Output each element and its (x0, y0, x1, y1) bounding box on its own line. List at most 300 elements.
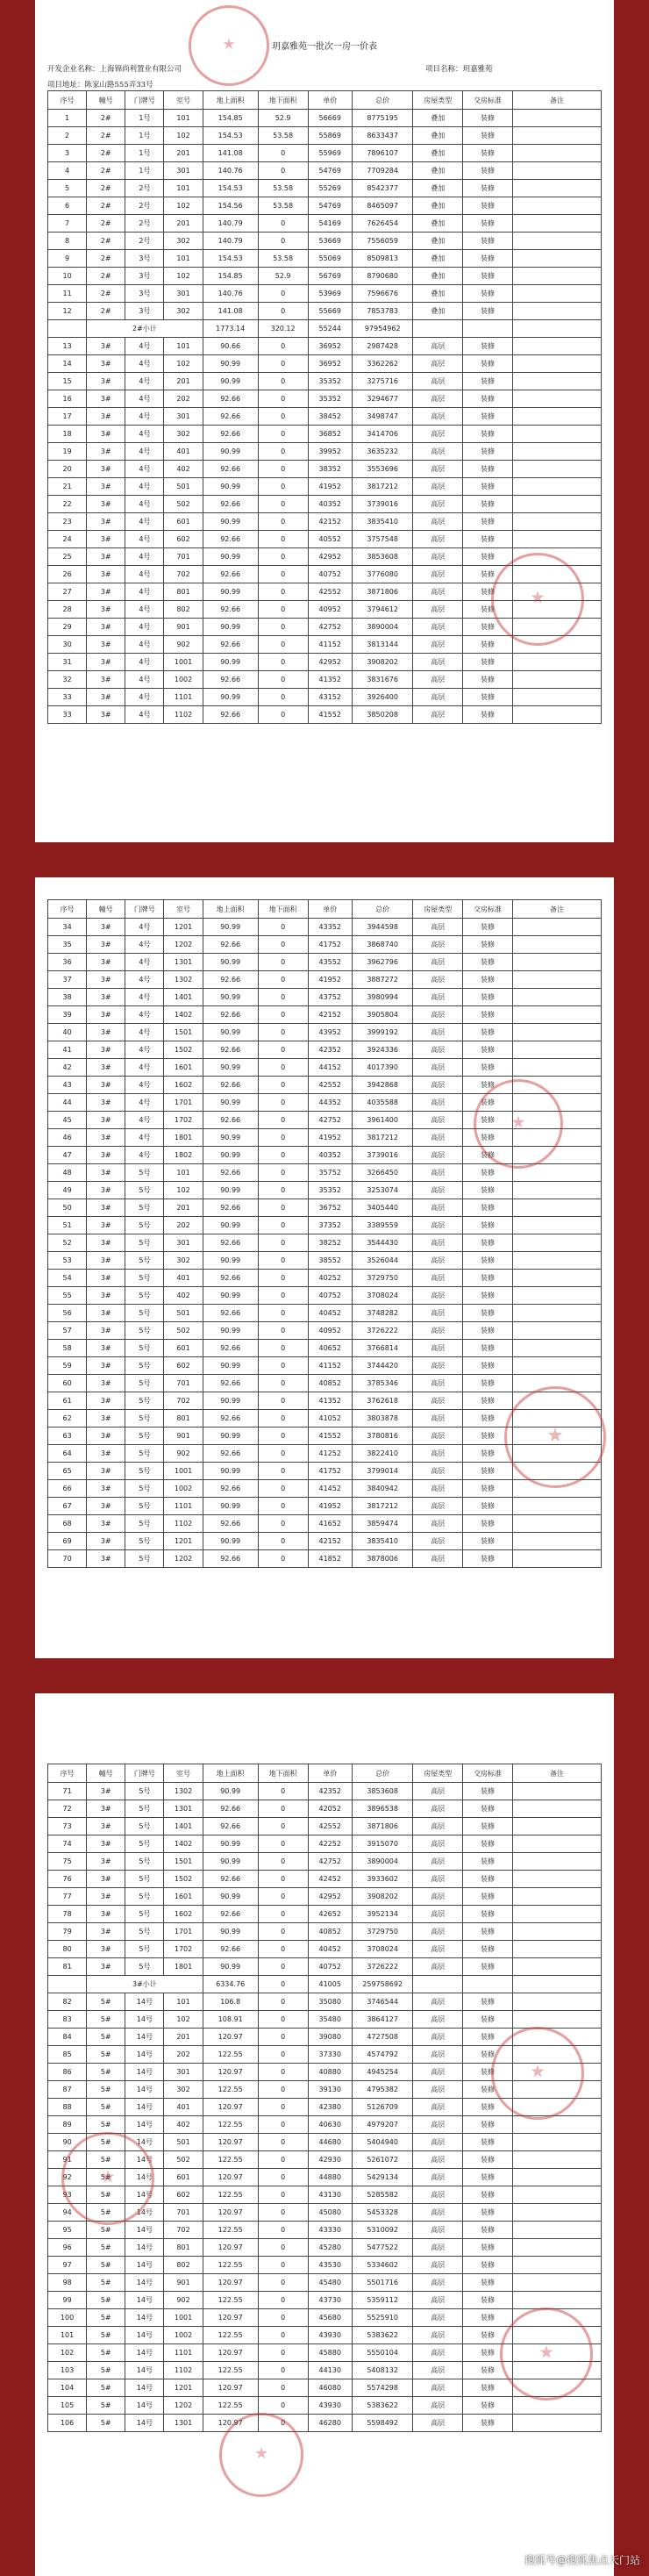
table-cell: 装修 (463, 1129, 513, 1147)
table-row (48, 1958, 602, 1976)
table-cell: 49 (48, 1182, 87, 1199)
table-cell: 3# (87, 971, 125, 989)
company-seal (474, 1079, 563, 1169)
table-cell: 4号 (125, 1112, 164, 1129)
table-cell: 高层 (413, 919, 463, 936)
table-cell: 3266450 (352, 1164, 412, 1182)
table-cell: 0 (258, 1428, 308, 1445)
table-cell (413, 1976, 463, 1993)
table-cell (413, 320, 463, 338)
table-cell (512, 1217, 601, 1234)
column-header: 地下面积 (258, 900, 308, 919)
table-cell: 80 (48, 1941, 87, 1958)
table-cell: 3# (87, 654, 125, 671)
table-cell: 0 (258, 1270, 308, 1287)
table-cell: 4号 (125, 478, 164, 496)
table-cell: 3# (87, 1818, 125, 1835)
table-cell: 3# (87, 1550, 125, 1568)
table-cell: 201 (164, 215, 203, 233)
table-cell: 3729750 (352, 1923, 412, 1941)
table-cell: 3# (87, 443, 125, 461)
table-cell: 高层 (413, 2274, 463, 2292)
table-cell (512, 338, 601, 355)
table-cell: 高层 (413, 1463, 463, 1480)
table-cell: 4号 (125, 919, 164, 936)
table-cell: 4号 (125, 373, 164, 390)
table-cell: 13 (48, 338, 87, 355)
table-cell: 3275716 (352, 373, 412, 390)
table-cell: 装修 (463, 1835, 513, 1853)
table-cell: 高层 (413, 1340, 463, 1357)
table-row (48, 390, 602, 408)
table-cell: 41 (48, 1041, 87, 1059)
table-cell: 501 (164, 1305, 203, 1322)
table-row (48, 936, 602, 954)
table-cell: 3# (87, 373, 125, 390)
table-cell: 83 (48, 2011, 87, 2029)
table-cell: 0 (258, 1199, 308, 1217)
table-cell: 53669 (308, 233, 352, 250)
table-cell: 3762618 (352, 1392, 412, 1410)
table-row (48, 1252, 602, 1270)
table-cell: 90.99 (203, 1923, 258, 1941)
table-cell (512, 303, 601, 320)
table-cell: 120.97 (203, 2415, 258, 2432)
table-row (48, 671, 602, 689)
table-cell: 54769 (308, 197, 352, 215)
table-cell: 1002 (164, 2327, 203, 2344)
table-cell: 0 (258, 1129, 308, 1147)
table-cell (512, 1024, 601, 1041)
table-cell: 3822410 (352, 1445, 412, 1463)
table-cell: 8790680 (352, 268, 412, 285)
table-cell: 装修 (463, 2099, 513, 2116)
table-cell (512, 2239, 601, 2257)
table-cell: 92.66 (203, 1077, 258, 1094)
table-cell: 叠加 (413, 110, 463, 127)
table-row (48, 338, 602, 355)
table-cell: 3# (87, 1182, 125, 1199)
table-cell: 1801 (164, 1958, 203, 1976)
table-cell: 0 (258, 919, 308, 936)
table-cell: 43152 (308, 689, 352, 706)
table-cell: 29 (48, 619, 87, 636)
table-cell: 102 (164, 1182, 203, 1199)
table-cell: 3840942 (352, 1480, 412, 1498)
table-cell: 14号 (125, 1993, 164, 2011)
table-cell: 4号 (125, 1129, 164, 1147)
table-cell: 43730 (308, 2292, 352, 2309)
table-cell: 92.66 (203, 1041, 258, 1059)
table-cell: 2# (87, 215, 125, 233)
table-cell (512, 2292, 601, 2309)
table-cell: 4号 (125, 671, 164, 689)
table-cell: 高层 (413, 496, 463, 513)
table-cell: 5# (87, 2415, 125, 2432)
table-cell: 3# (87, 1888, 125, 1906)
table-cell: 3# (87, 1533, 125, 1550)
table-cell: 高层 (413, 1445, 463, 1463)
table-cell: 701 (164, 548, 203, 566)
table-cell: 装修 (463, 373, 513, 390)
table-cell: 3817212 (352, 478, 412, 496)
column-header: 室号 (164, 900, 203, 919)
table-cell: 装修 (463, 2344, 513, 2362)
table-cell: 1001 (164, 2309, 203, 2327)
table-cell: 3744420 (352, 1357, 412, 1375)
table-cell: 55 (48, 1287, 87, 1305)
table-cell: 高层 (413, 548, 463, 566)
table-cell: 154.53 (203, 250, 258, 268)
table-cell: 92.66 (203, 1941, 258, 1958)
table-cell: 3757548 (352, 531, 412, 548)
table-cell: 叠加 (413, 215, 463, 233)
table-cell: 2# (87, 162, 125, 180)
table-cell: 装修 (463, 496, 513, 513)
table-cell: 4035588 (352, 1094, 412, 1112)
document-page-1 (35, 0, 614, 842)
table-row (48, 2257, 602, 2274)
table-cell: 0 (258, 1147, 308, 1164)
table-cell: 4号 (125, 1077, 164, 1094)
table-cell: 3# (87, 1322, 125, 1340)
table-cell: 0 (258, 2397, 308, 2415)
table-cell: 122.55 (203, 2257, 258, 2274)
table-cell: 5# (87, 2204, 125, 2222)
table-cell: 14号 (125, 2011, 164, 2029)
table-cell (512, 1800, 601, 1818)
table-cell: 92.66 (203, 390, 258, 408)
table-cell: 0 (258, 2151, 308, 2169)
table-cell: 90.99 (203, 1463, 258, 1480)
developer-name: 开发企业名称：上海锦尚利置业有限公司 (47, 65, 182, 74)
table-cell: 92.66 (203, 1375, 258, 1392)
table-cell: 装修 (463, 2011, 513, 2029)
table-cell: 0 (258, 2274, 308, 2292)
table-cell: 3739016 (352, 1147, 412, 1164)
table-row (48, 250, 602, 268)
table-cell: 0 (258, 619, 308, 636)
table-cell: 102 (164, 268, 203, 285)
table-cell: 高层 (413, 1112, 463, 1129)
table-cell: 120.97 (203, 2134, 258, 2151)
table-row (48, 1340, 602, 1357)
table-cell: 101 (164, 1164, 203, 1182)
table-cell: 14 (48, 355, 87, 373)
table-cell: 高层 (413, 1533, 463, 1550)
table-cell: 装修 (463, 1322, 513, 1340)
table-cell: 2# (87, 145, 125, 162)
table-cell: 3# (87, 1923, 125, 1941)
table-cell: 122.55 (203, 2081, 258, 2099)
table-cell: 501 (164, 478, 203, 496)
table-cell: 1602 (164, 1906, 203, 1923)
table-cell: 3924336 (352, 1041, 412, 1059)
table-row (48, 2239, 602, 2257)
table-cell: 96 (48, 2239, 87, 2257)
table-cell: 装修 (463, 1375, 513, 1392)
table-cell: 5号 (125, 1550, 164, 1568)
table-cell: 90.66 (203, 338, 258, 355)
table-cell: 41952 (308, 971, 352, 989)
table-cell: 高层 (413, 2309, 463, 2327)
table-cell: 高层 (413, 2379, 463, 2397)
table-row (48, 1234, 602, 1252)
table-cell: 0 (258, 971, 308, 989)
table-cell: 301 (164, 162, 203, 180)
table-cell: 106.8 (203, 1993, 258, 2011)
table-cell: 高层 (413, 373, 463, 390)
table-cell: 3# (87, 936, 125, 954)
table-cell: 0 (258, 1287, 308, 1305)
table-cell: 76 (48, 1871, 87, 1888)
table-cell: 51 (48, 1217, 87, 1234)
table-cell: 8542377 (352, 180, 412, 197)
table-cell: 63 (48, 1428, 87, 1445)
table-cell: 装修 (463, 2239, 513, 2257)
table-cell: 1302 (164, 1783, 203, 1800)
column-header: 房屋类型 (413, 1764, 463, 1783)
table-cell: 41652 (308, 1515, 352, 1533)
table-cell: 52 (48, 1234, 87, 1252)
table-cell: 122.55 (203, 2151, 258, 2169)
table-cell: 高层 (413, 2292, 463, 2309)
table-cell: 92.66 (203, 461, 258, 478)
table-cell: 5# (87, 2292, 125, 2309)
table-cell: 0 (258, 1217, 308, 1234)
table-cell: 5号 (125, 1835, 164, 1853)
table-cell: 高层 (413, 1941, 463, 1958)
table-cell: 装修 (463, 989, 513, 1006)
table-cell: 叠加 (413, 285, 463, 303)
table-cell: 1702 (164, 1112, 203, 1129)
table-cell: 高层 (413, 1182, 463, 1199)
table-cell: 301 (164, 2064, 203, 2081)
table-cell: 3# (87, 1305, 125, 1322)
table-cell: 0 (258, 2169, 308, 2186)
table-cell: 3# (87, 1147, 125, 1164)
table-cell: 5号 (125, 1182, 164, 1199)
table-cell: 402 (164, 1287, 203, 1305)
table-cell: 141.08 (203, 145, 258, 162)
table-cell: 2# (87, 268, 125, 285)
table-cell: 叠加 (413, 197, 463, 215)
table-cell: 1102 (164, 2362, 203, 2379)
column-header: 幢号 (87, 900, 125, 919)
table-cell: 102 (164, 2011, 203, 2029)
table-cell: 3835410 (352, 513, 412, 531)
table-cell: 0 (258, 2239, 308, 2257)
table-row (48, 1818, 602, 1835)
table-cell: 装修 (463, 2116, 513, 2134)
company-seal (500, 2308, 593, 2401)
table-cell: 0 (258, 2344, 308, 2362)
table-cell: 41552 (308, 706, 352, 724)
table-cell: 3933602 (352, 1871, 412, 1888)
table-cell: 32 (48, 671, 87, 689)
table-cell: 43 (48, 1077, 87, 1094)
table-cell: 装修 (463, 2327, 513, 2344)
table-cell: 92.66 (203, 1164, 258, 1182)
table-cell (512, 971, 601, 989)
table-cell: 154.85 (203, 268, 258, 285)
table-cell: 0 (258, 1041, 308, 1059)
table-cell: 4号 (125, 954, 164, 971)
table-row (48, 1024, 602, 1041)
table-cell: 154.56 (203, 197, 258, 215)
table-cell: 0 (258, 1906, 308, 1923)
table-cell: 3# (87, 1217, 125, 1234)
table-cell: 54 (48, 1270, 87, 1287)
table-cell: 3# (87, 1463, 125, 1480)
table-cell: 92.66 (203, 601, 258, 619)
table-cell: 2# (87, 180, 125, 197)
table-cell (512, 1958, 601, 1976)
table-cell: 高层 (413, 355, 463, 373)
table-row (48, 110, 602, 127)
table-cell: 41052 (308, 1410, 352, 1428)
table-cell: 0 (258, 1818, 308, 1835)
table-cell: 5574298 (352, 2379, 412, 2397)
table-cell: 802 (164, 2257, 203, 2274)
table-cell: 4号 (125, 496, 164, 513)
table-cell: 45080 (308, 2204, 352, 2222)
table-cell: 14号 (125, 2415, 164, 2432)
table-cell: 14号 (125, 2362, 164, 2379)
table-cell: 202 (164, 1217, 203, 1234)
table-cell: 装修 (463, 2169, 513, 2186)
table-cell: 装修 (463, 2397, 513, 2415)
table-cell: 高层 (413, 2415, 463, 2432)
table-cell: 3813144 (352, 636, 412, 654)
table-cell: 高层 (413, 1252, 463, 1270)
table-cell: 3# (87, 1941, 125, 1958)
table-cell (512, 1252, 601, 1270)
table-cell: 3# (87, 426, 125, 443)
table-cell: 902 (164, 1445, 203, 1463)
table-cell (512, 1041, 601, 1059)
table-cell: 14号 (125, 2309, 164, 2327)
table-cell: 87 (48, 2081, 87, 2099)
table-cell: 1401 (164, 989, 203, 1006)
table-cell: 45680 (308, 2309, 352, 2327)
table-cell: 78 (48, 1906, 87, 1923)
table-cell: 高层 (413, 1498, 463, 1515)
table-cell: 902 (164, 2292, 203, 2309)
table-cell: 装修 (463, 2292, 513, 2309)
table-cell: 39130 (308, 2081, 352, 2099)
table-cell: 302 (164, 426, 203, 443)
table-cell: 装修 (463, 1147, 513, 1164)
table-cell: 92.66 (203, 1199, 258, 1217)
table-cell: 5号 (125, 1392, 164, 1410)
column-header: 地上面积 (203, 1764, 258, 1783)
table-cell: 84 (48, 2029, 87, 2046)
table-cell: 高层 (413, 443, 463, 461)
table-cell: 21 (48, 478, 87, 496)
table-cell: 53 (48, 1252, 87, 1270)
table-cell: 122.55 (203, 2046, 258, 2064)
table-cell: 5# (87, 2222, 125, 2239)
table-cell: 装修 (463, 1199, 513, 1217)
table-cell: 5# (87, 2344, 125, 2362)
table-cell: 501 (164, 2134, 203, 2151)
table-cell: 0 (258, 1392, 308, 1410)
table-cell: 3961400 (352, 1112, 412, 1129)
table-cell: 2# (87, 250, 125, 268)
table-cell: 43930 (308, 2327, 352, 2344)
table-cell: 高层 (413, 1888, 463, 1906)
table-cell: 4号 (125, 531, 164, 548)
table-cell: 3708024 (352, 1941, 412, 1958)
table-cell: 44 (48, 1094, 87, 1112)
table-cell: 3253074 (352, 1182, 412, 1199)
column-header: 序号 (48, 900, 87, 919)
table-cell: 92.66 (203, 636, 258, 654)
table-cell: 0 (258, 1024, 308, 1041)
table-cell (512, 936, 601, 954)
table-row (48, 1199, 602, 1217)
table-cell: 4号 (125, 1024, 164, 1041)
table-cell: 0 (258, 1993, 308, 2011)
table-cell: 43130 (308, 2186, 352, 2204)
table-header-row (48, 91, 602, 110)
table-cell: 5598492 (352, 2415, 412, 2432)
table-cell: 89 (48, 2116, 87, 2134)
table-cell: 0 (258, 936, 308, 954)
table-cell: 53969 (308, 285, 352, 303)
table-cell: 5号 (125, 1941, 164, 1958)
table-cell: 37 (48, 971, 87, 989)
table-cell: 56669 (308, 110, 352, 127)
table-cell: 高层 (413, 706, 463, 724)
table-cell: 90.99 (203, 619, 258, 636)
table-cell: 37352 (308, 1217, 352, 1234)
table-cell (512, 215, 601, 233)
table-cell: 1202 (164, 1550, 203, 1568)
table-cell: 3905804 (352, 1006, 412, 1024)
table-cell: 5号 (125, 1217, 164, 1234)
table-row (48, 531, 602, 548)
table-cell: 41952 (308, 478, 352, 496)
table-cell: 装修 (463, 566, 513, 583)
table-cell: 3# (87, 1287, 125, 1305)
table-row (48, 1800, 602, 1818)
table-row (48, 706, 602, 724)
table-cell: 5550104 (352, 2344, 412, 2362)
table-cell: 装修 (463, 936, 513, 954)
table-cell: 5359112 (352, 2292, 412, 2309)
table-cell: 53.58 (258, 197, 308, 215)
table-cell (512, 1305, 601, 1322)
table-cell: 502 (164, 496, 203, 513)
table-cell: 40652 (308, 1340, 352, 1357)
table-cell: 1602 (164, 1077, 203, 1094)
table-cell: 98 (48, 2274, 87, 2292)
table-cell: 36952 (308, 355, 352, 373)
table-cell: 3915070 (352, 1835, 412, 1853)
table-row (48, 1853, 602, 1871)
table-cell: 67 (48, 1498, 87, 1515)
table-cell: 叠加 (413, 162, 463, 180)
table-cell: 38552 (308, 1252, 352, 1270)
table-cell: 装修 (463, 971, 513, 989)
table-cell: 装修 (463, 2064, 513, 2081)
table-cell: 201 (164, 1199, 203, 1217)
project-address: 项目地址：陈家山路555弄33号 (47, 81, 153, 89)
table-cell (512, 1006, 601, 1024)
table-cell: 201 (164, 2029, 203, 2046)
